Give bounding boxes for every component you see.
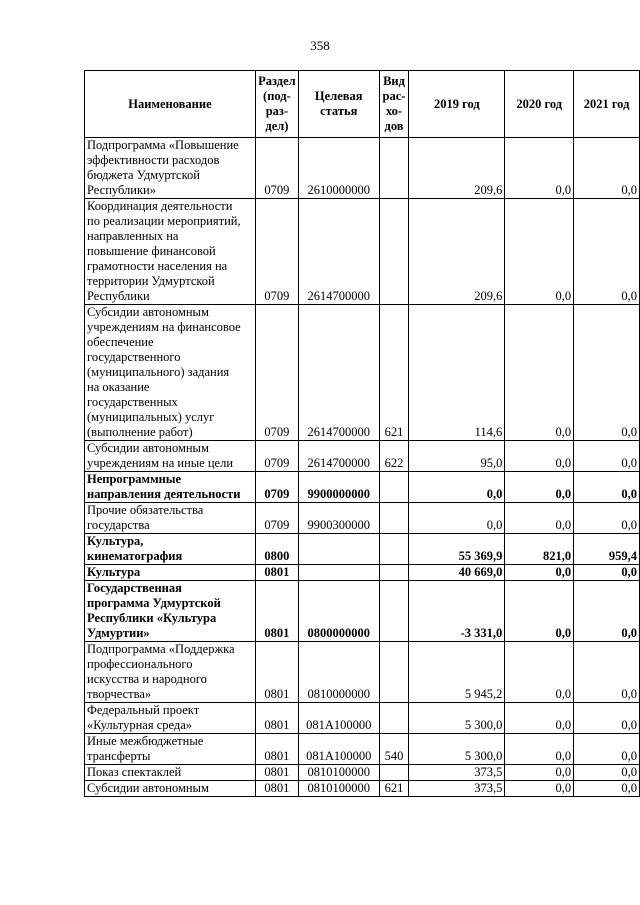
header-2020: 2020 год <box>505 71 574 138</box>
row-name: Субсидии автономным учреждениям на иные цели <box>85 441 256 472</box>
row-name: Координация деятельности по реализации мероприятий, направленных на повышение финансовой грамотности населения на территории Удмуртской Республики <box>85 199 256 305</box>
row-2019: 209,6 <box>409 138 505 199</box>
table-row <box>85 581 640 642</box>
row-2020: 0,0 <box>505 781 574 797</box>
row-expense-type <box>379 565 409 581</box>
row-expense-type: 621 <box>379 781 409 797</box>
table-body <box>85 138 640 797</box>
row-2021: 0,0 <box>574 565 640 581</box>
row-2019: 0,0 <box>409 503 505 534</box>
row-expense-type <box>379 472 409 503</box>
row-name: Подпрограмма «Поддержка профессионального искусства и народного творчества» <box>85 642 256 703</box>
row-article: 0810100000 <box>298 781 379 797</box>
row-2019: 95,0 <box>409 441 505 472</box>
row-section: 0709 <box>255 305 298 441</box>
row-section: 0800 <box>255 534 298 565</box>
header-article: Целевая статья <box>298 71 379 138</box>
row-name: Субсидии автономным <box>85 781 256 797</box>
row-2021: 0,0 <box>574 503 640 534</box>
table-row <box>85 472 640 503</box>
row-2020: 0,0 <box>505 765 574 781</box>
row-expense-type <box>379 503 409 534</box>
row-expense-type <box>379 138 409 199</box>
row-section: 0801 <box>255 734 298 765</box>
row-2020: 0,0 <box>505 503 574 534</box>
row-expense-type: 622 <box>379 441 409 472</box>
row-article: 9900300000 <box>298 503 379 534</box>
table-header-row <box>85 71 640 138</box>
row-section: 0709 <box>255 503 298 534</box>
row-2019: 0,0 <box>409 472 505 503</box>
header-2019: 2019 год <box>409 71 505 138</box>
row-2020: 821,0 <box>505 534 574 565</box>
table-row <box>85 138 640 199</box>
row-2019: 114,6 <box>409 305 505 441</box>
row-2020: 0,0 <box>505 305 574 441</box>
row-name: Прочие обязательства государства <box>85 503 256 534</box>
row-2020: 0,0 <box>505 199 574 305</box>
row-2021: 0,0 <box>574 199 640 305</box>
row-2020: 0,0 <box>505 734 574 765</box>
row-2021: 0,0 <box>574 472 640 503</box>
row-article: 0810000000 <box>298 642 379 703</box>
row-section: 0801 <box>255 642 298 703</box>
row-expense-type <box>379 534 409 565</box>
row-section: 0801 <box>255 565 298 581</box>
row-2020: 0,0 <box>505 565 574 581</box>
header-name: Наименование <box>85 71 256 138</box>
row-expense-type <box>379 199 409 305</box>
header-expense-type: Вид рас- хо- дов <box>379 71 409 138</box>
row-article: 0810100000 <box>298 765 379 781</box>
row-name: Культура <box>85 565 256 581</box>
row-expense-type: 621 <box>379 305 409 441</box>
row-2021: 0,0 <box>574 765 640 781</box>
row-article: 2610000000 <box>298 138 379 199</box>
table-row <box>85 199 640 305</box>
row-2020: 0,0 <box>505 642 574 703</box>
table-row <box>85 503 640 534</box>
row-2021: 0,0 <box>574 441 640 472</box>
row-expense-type <box>379 765 409 781</box>
row-expense-type <box>379 703 409 734</box>
table-row <box>85 305 640 441</box>
row-name: Непрограммные направления деятельности <box>85 472 256 503</box>
row-2019: 40 669,0 <box>409 565 505 581</box>
row-2021: 0,0 <box>574 781 640 797</box>
row-name: Государственная программа Удмуртской Республики «Культура Удмуртии» <box>85 581 256 642</box>
table-row <box>85 565 640 581</box>
row-article <box>298 534 379 565</box>
row-2019: 209,6 <box>409 199 505 305</box>
header-section: Раздел (под- раз- дел) <box>255 71 298 138</box>
row-2021: 0,0 <box>574 642 640 703</box>
row-2020: 0,0 <box>505 138 574 199</box>
row-name: Субсидии автономным учреждениям на финансовое обеспечение государственного (муниципального) задания на оказание государственных (муниципальных) услуг (выполнение работ) <box>85 305 256 441</box>
row-2021: 0,0 <box>574 305 640 441</box>
row-name: Подпрограмма «Повышение эффективности расходов бюджета Удмуртской Республики» <box>85 138 256 199</box>
table-row <box>85 765 640 781</box>
header-2021: 2021 год <box>574 71 640 138</box>
row-name: Федеральный проект «Культурная среда» <box>85 703 256 734</box>
row-2019: 373,5 <box>409 765 505 781</box>
row-2019: -3 331,0 <box>409 581 505 642</box>
row-2019: 5 945,2 <box>409 642 505 703</box>
table-row <box>85 642 640 703</box>
page-number: 358 <box>310 38 330 53</box>
row-2020: 0,0 <box>505 581 574 642</box>
row-2019: 5 300,0 <box>409 734 505 765</box>
row-article: 081A100000 <box>298 703 379 734</box>
row-article: 2614700000 <box>298 441 379 472</box>
row-article: 0800000000 <box>298 581 379 642</box>
row-expense-type <box>379 642 409 703</box>
table-row <box>85 441 640 472</box>
row-2019: 55 369,9 <box>409 534 505 565</box>
row-2021: 0,0 <box>574 703 640 734</box>
row-2021: 0,0 <box>574 734 640 765</box>
row-article: 081A100000 <box>298 734 379 765</box>
row-section: 0801 <box>255 703 298 734</box>
table-row <box>85 703 640 734</box>
row-name: Культура, кинематография <box>85 534 256 565</box>
row-2020: 0,0 <box>505 441 574 472</box>
table-row <box>85 534 640 565</box>
row-2021: 0,0 <box>574 581 640 642</box>
table-row <box>85 734 640 765</box>
row-2021: 959,4 <box>574 534 640 565</box>
row-name: Иные межбюджетные трансферты <box>85 734 256 765</box>
row-section: 0709 <box>255 199 298 305</box>
row-section: 0801 <box>255 781 298 797</box>
row-section: 0801 <box>255 581 298 642</box>
row-2019: 5 300,0 <box>409 703 505 734</box>
row-article: 2614700000 <box>298 199 379 305</box>
row-expense-type <box>379 581 409 642</box>
row-article <box>298 565 379 581</box>
row-article: 9900000000 <box>298 472 379 503</box>
row-section: 0709 <box>255 441 298 472</box>
row-2020: 0,0 <box>505 703 574 734</box>
row-section: 0709 <box>255 138 298 199</box>
row-2021: 0,0 <box>574 138 640 199</box>
row-2020: 0,0 <box>505 472 574 503</box>
row-section: 0709 <box>255 472 298 503</box>
budget-table <box>84 70 640 797</box>
row-name: Показ спектаклей <box>85 765 256 781</box>
row-section: 0801 <box>255 765 298 781</box>
row-article: 2614700000 <box>298 305 379 441</box>
row-expense-type: 540 <box>379 734 409 765</box>
table-row <box>85 781 640 797</box>
row-2019: 373,5 <box>409 781 505 797</box>
